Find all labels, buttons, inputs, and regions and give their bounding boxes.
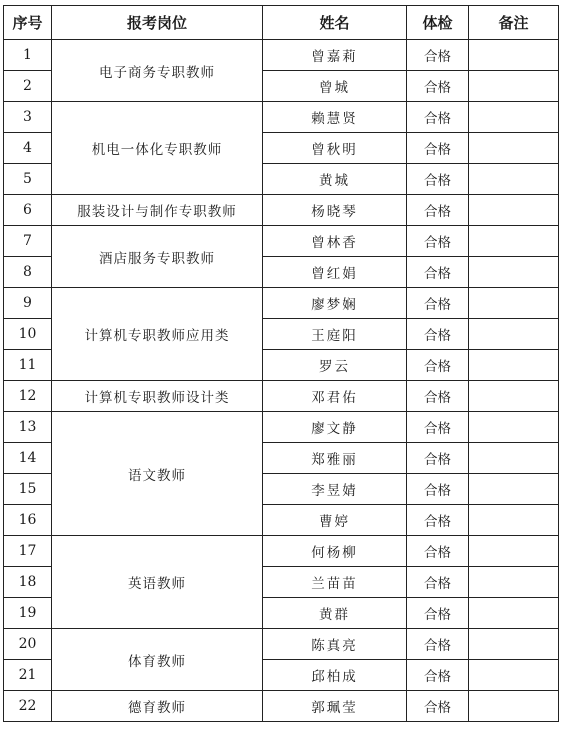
check-result: 合格 bbox=[407, 257, 469, 288]
check-result: 合格 bbox=[407, 443, 469, 474]
check-result: 合格 bbox=[407, 226, 469, 257]
row-number: 7 bbox=[4, 226, 52, 257]
candidate-name: 李昱婧 bbox=[263, 474, 407, 505]
results-table bbox=[3, 5, 559, 722]
position-cell: 计算机专职教师设计类 bbox=[52, 381, 263, 412]
row-number: 17 bbox=[4, 536, 52, 567]
candidate-name: 廖文静 bbox=[263, 412, 407, 443]
check-result: 合格 bbox=[407, 567, 469, 598]
row-number: 11 bbox=[4, 350, 52, 381]
remark-cell bbox=[469, 629, 559, 660]
header-row bbox=[4, 6, 559, 40]
remark-cell bbox=[469, 40, 559, 71]
check-result: 合格 bbox=[407, 629, 469, 660]
remark-cell bbox=[469, 319, 559, 350]
candidate-name: 邱柏成 bbox=[263, 660, 407, 691]
candidate-name: 郭珮莹 bbox=[263, 691, 407, 722]
remark-cell bbox=[469, 350, 559, 381]
remark-cell bbox=[469, 412, 559, 443]
candidate-name: 黄群 bbox=[263, 598, 407, 629]
row-number: 5 bbox=[4, 164, 52, 195]
candidate-name: 曾嘉莉 bbox=[263, 40, 407, 71]
row-number: 8 bbox=[4, 257, 52, 288]
check-result: 合格 bbox=[407, 660, 469, 691]
row-number: 2 bbox=[4, 71, 52, 102]
position-cell: 语文教师 bbox=[52, 412, 263, 536]
candidate-name: 邓君佑 bbox=[263, 381, 407, 412]
check-result: 合格 bbox=[407, 288, 469, 319]
check-result: 合格 bbox=[407, 598, 469, 629]
row-number: 12 bbox=[4, 381, 52, 412]
row-number: 15 bbox=[4, 474, 52, 505]
check-result: 合格 bbox=[407, 536, 469, 567]
table-row bbox=[4, 195, 559, 226]
remark-cell bbox=[469, 133, 559, 164]
candidate-name: 陈真亮 bbox=[263, 629, 407, 660]
row-number: 9 bbox=[4, 288, 52, 319]
position-cell: 服装设计与制作专职教师 bbox=[52, 195, 263, 226]
header-name: 姓名 bbox=[263, 6, 407, 40]
candidate-name: 王庭阳 bbox=[263, 319, 407, 350]
candidate-name: 郑雅丽 bbox=[263, 443, 407, 474]
remark-cell bbox=[469, 691, 559, 722]
remark-cell bbox=[469, 381, 559, 412]
candidate-name: 杨晓琴 bbox=[263, 195, 407, 226]
position-cell: 酒店服务专职教师 bbox=[52, 226, 263, 288]
row-number: 19 bbox=[4, 598, 52, 629]
remark-cell bbox=[469, 164, 559, 195]
remark-cell bbox=[469, 598, 559, 629]
check-result: 合格 bbox=[407, 412, 469, 443]
row-number: 22 bbox=[4, 691, 52, 722]
remark-cell bbox=[469, 71, 559, 102]
check-result: 合格 bbox=[407, 350, 469, 381]
row-number: 21 bbox=[4, 660, 52, 691]
candidate-name: 曾红娟 bbox=[263, 257, 407, 288]
check-result: 合格 bbox=[407, 164, 469, 195]
header-position: 报考岗位 bbox=[52, 6, 263, 40]
position-cell: 英语教师 bbox=[52, 536, 263, 629]
table-row bbox=[4, 691, 559, 722]
table-row bbox=[4, 102, 559, 133]
remark-cell bbox=[469, 257, 559, 288]
row-number: 13 bbox=[4, 412, 52, 443]
position-cell: 体育教师 bbox=[52, 629, 263, 691]
candidate-name: 罗云 bbox=[263, 350, 407, 381]
row-number: 6 bbox=[4, 195, 52, 226]
remark-cell bbox=[469, 567, 559, 598]
candidate-name: 曹婷 bbox=[263, 505, 407, 536]
row-number: 3 bbox=[4, 102, 52, 133]
check-result: 合格 bbox=[407, 40, 469, 71]
candidate-name: 何杨柳 bbox=[263, 536, 407, 567]
check-result: 合格 bbox=[407, 71, 469, 102]
remark-cell bbox=[469, 288, 559, 319]
position-cell: 电子商务专职教师 bbox=[52, 40, 263, 102]
row-number: 18 bbox=[4, 567, 52, 598]
table-row bbox=[4, 226, 559, 257]
candidate-name: 黄城 bbox=[263, 164, 407, 195]
check-result: 合格 bbox=[407, 102, 469, 133]
table-row bbox=[4, 536, 559, 567]
check-result: 合格 bbox=[407, 505, 469, 536]
table-row bbox=[4, 288, 559, 319]
table-row bbox=[4, 629, 559, 660]
row-number: 10 bbox=[4, 319, 52, 350]
position-cell: 机电一体化专职教师 bbox=[52, 102, 263, 195]
row-number: 4 bbox=[4, 133, 52, 164]
header-seq: 序号 bbox=[4, 6, 52, 40]
candidate-name: 廖梦娴 bbox=[263, 288, 407, 319]
check-result: 合格 bbox=[407, 133, 469, 164]
row-number: 14 bbox=[4, 443, 52, 474]
header-check: 体检 bbox=[407, 6, 469, 40]
remark-cell bbox=[469, 226, 559, 257]
remark-cell bbox=[469, 536, 559, 567]
candidate-name: 曾秋明 bbox=[263, 133, 407, 164]
candidate-name: 兰苗苗 bbox=[263, 567, 407, 598]
candidate-name: 赖慧贤 bbox=[263, 102, 407, 133]
check-result: 合格 bbox=[407, 691, 469, 722]
check-result: 合格 bbox=[407, 381, 469, 412]
check-result: 合格 bbox=[407, 474, 469, 505]
table-row bbox=[4, 40, 559, 71]
row-number: 1 bbox=[4, 40, 52, 71]
position-cell: 计算机专职教师应用类 bbox=[52, 288, 263, 381]
candidate-name: 曾城 bbox=[263, 71, 407, 102]
remark-cell bbox=[469, 443, 559, 474]
remark-cell bbox=[469, 505, 559, 536]
row-number: 20 bbox=[4, 629, 52, 660]
row-number: 16 bbox=[4, 505, 52, 536]
remark-cell bbox=[469, 195, 559, 226]
position-cell: 德育教师 bbox=[52, 691, 263, 722]
table-row bbox=[4, 412, 559, 443]
remark-cell bbox=[469, 102, 559, 133]
check-result: 合格 bbox=[407, 195, 469, 226]
table-row bbox=[4, 381, 559, 412]
candidate-name: 曾林香 bbox=[263, 226, 407, 257]
remark-cell bbox=[469, 474, 559, 505]
header-remark: 备注 bbox=[469, 6, 559, 40]
remark-cell bbox=[469, 660, 559, 691]
check-result: 合格 bbox=[407, 319, 469, 350]
